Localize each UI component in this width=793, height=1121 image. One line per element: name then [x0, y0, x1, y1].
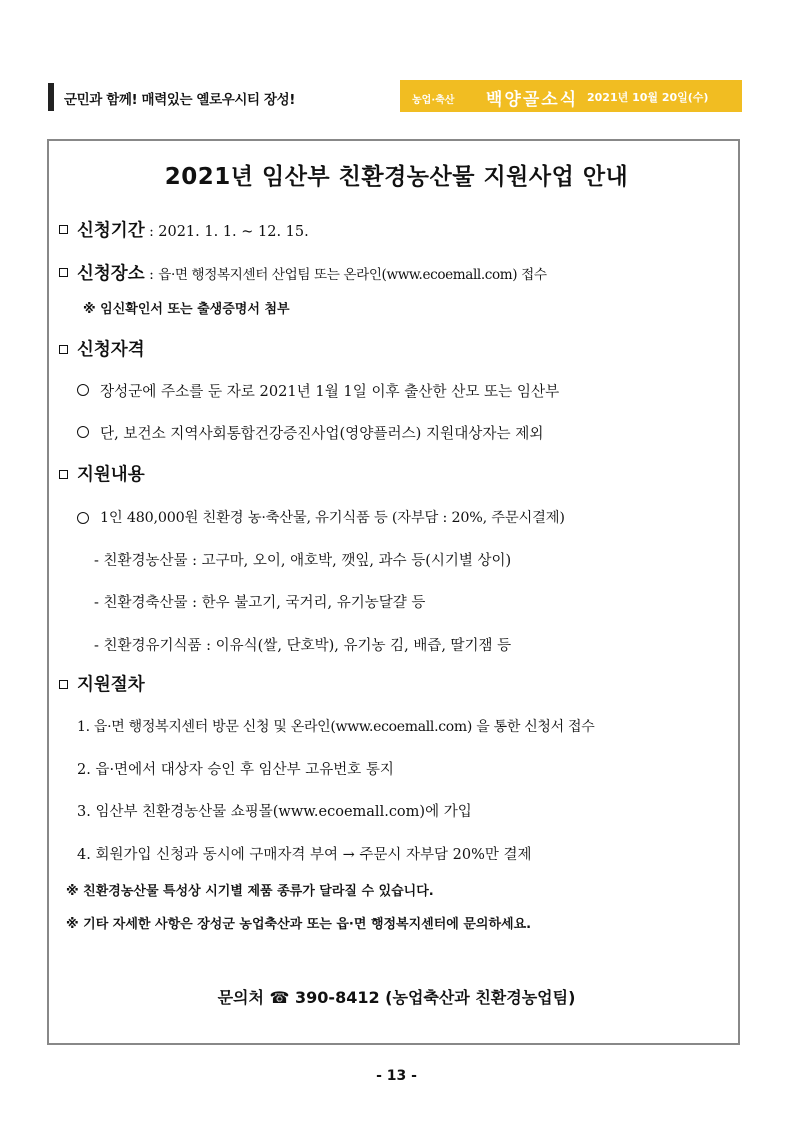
- period-value: 2021. 1. 1. ~ 12. 15.: [158, 224, 309, 240]
- header-category: 농업·축산: [412, 95, 455, 106]
- eligibility-item: 장성군에 주소를 둔 자로 2021년 1월 1일 이후 출산한 산모 또는 임산부: [100, 383, 560, 400]
- footnote: ※ 친환경농산물 특성상 시기별 제품 종류가 달라질 수 있습니다.: [66, 884, 434, 899]
- page-header: [48, 80, 742, 112]
- period-sep: :: [144, 224, 159, 240]
- header-newsletter-name: 백양골소식: [486, 90, 579, 110]
- checkbox-bullet-icon: [59, 225, 68, 234]
- eligibility-item: 단, 보건소 지역사회통합건강증진사업(영양플러스) 지원대상자는 제외: [100, 425, 544, 442]
- header-slogan: 군민과 함께! 매력있는 옐로우시티 장성!: [64, 92, 295, 108]
- place-value: 읍·면 행정복지센터 산업팀 또는 온라인(www.ecoemall.com) 접수: [158, 267, 547, 283]
- document-title: 2021년 임산부 친환경농산물 지원사업 안내: [164, 164, 629, 190]
- place-label: 신청장소: [77, 264, 145, 284]
- place-sep: :: [144, 267, 159, 283]
- procedure-step: 3. 임산부 친환경농산물 쇼핑몰(www.ecoemall.com)에 가입: [77, 804, 472, 820]
- circle-bullet-icon: [77, 512, 89, 524]
- period-label: 신청기간: [77, 221, 145, 241]
- place-line: [77, 260, 547, 285]
- content-label: 지원내용: [77, 465, 145, 485]
- header-newsletter-box: [400, 80, 742, 112]
- page-number: - 13 -: [376, 1068, 417, 1084]
- procedure-step: 1. 읍·면 행정복지센터 방문 신청 및 온라인(www.ecoemall.com) 을 통한 신청서 접수: [77, 719, 595, 735]
- circle-bullet-icon: [77, 426, 89, 438]
- contact-info: 문의처 ☎ 390-8412 (농업축산과 친환경농업팀): [217, 988, 576, 1007]
- circle-bullet-icon: [77, 384, 89, 396]
- header-date: 2021년 10월 20일(수): [587, 91, 709, 104]
- place-note: ※ 임신확인서 또는 출생증명서 첨부: [83, 302, 290, 317]
- checkbox-bullet-icon: [59, 470, 68, 479]
- content-sub: - 친환경유기식품 : 이유식(쌀, 단호박), 유기농 김, 배즙, 딸기잼 등: [94, 638, 512, 654]
- footnote: ※ 기타 자세한 사항은 장성군 농업축산과 또는 읍·면 행정복지센터에 문의하세요.: [66, 917, 532, 932]
- content-sub: - 친환경축산물 : 한우 불고기, 국거리, 유기농달걀 등: [94, 595, 426, 611]
- header-accent-bar: [48, 83, 54, 111]
- checkbox-bullet-icon: [59, 680, 68, 689]
- procedure-step: 4. 회원가입 신청과 동시에 구매자격 부여 → 주문시 자부담 20%만 결제: [77, 847, 532, 863]
- procedure-step: 2. 읍·면에서 대상자 승인 후 임산부 고유번호 통지: [77, 762, 394, 778]
- period-line: [77, 217, 309, 242]
- procedure-label: 지원절차: [77, 675, 145, 695]
- content-main: 1인 480,000원 친환경 농·축산물, 유기식품 등 (자부담 : 20%, 주문시결제): [100, 510, 565, 526]
- checkbox-bullet-icon: [59, 268, 68, 277]
- content-sub: - 친환경농산물 : 고구마, 오이, 애호박, 깻잎, 과수 등(시기별 상이): [94, 553, 512, 569]
- eligibility-label: 신청자격: [77, 340, 145, 360]
- checkbox-bullet-icon: [59, 345, 68, 354]
